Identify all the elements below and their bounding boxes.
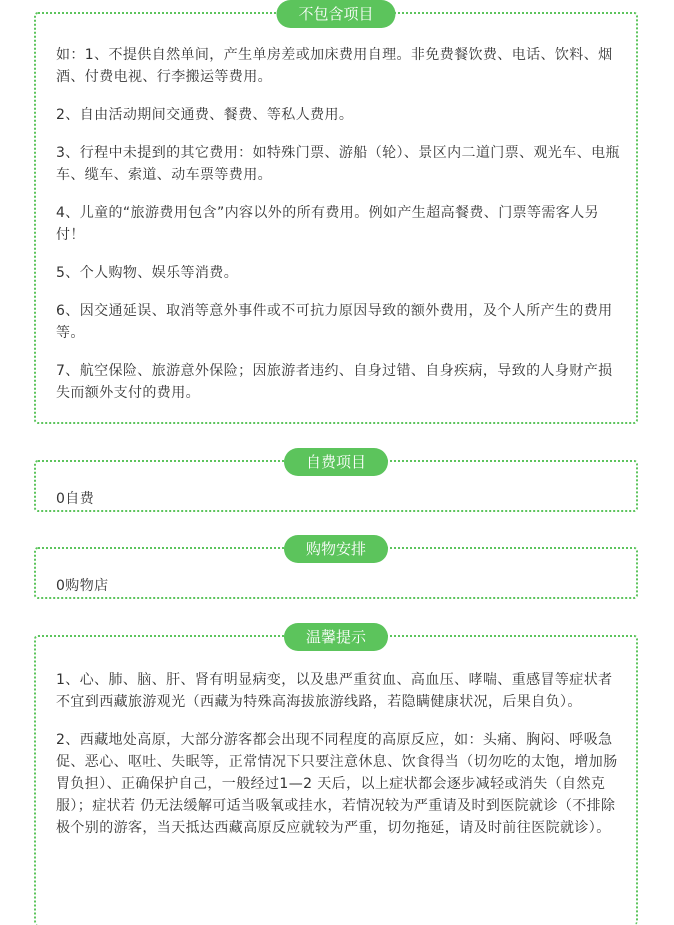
section-excluded-items (34, 5, 638, 424)
section-title-travel-tips: 温馨提示 (284, 623, 388, 651)
section-travel-tips (34, 628, 638, 925)
section-body-excluded-items (56, 44, 622, 420)
travel-tip-1: 1、心、肺、脑、肝、肾有明显病变，以及患严重贫血、高血压、哮喘、重感冒等症状者不宜到西藏旅游观光（西藏为特殊高海拔旅游线路，若隐瞒健康状况，后果自负）。 (56, 672, 613, 710)
excluded-item-7: 7、航空保险、旅游意外保险；因旅游者违约、自身过错、自身疾病，导致的人身财产损失而额外支付的费用。 (56, 363, 613, 401)
section-title-shopping-arrangements: 购物安排 (284, 535, 388, 563)
section-title-excluded-items: 不包含项目 (276, 0, 395, 28)
section-title-self-paid-items: 自费项目 (284, 448, 388, 476)
shopping-text: 0购物店 (56, 578, 109, 594)
excluded-item-1: 如：1、不提供自然单间，产生单房差或加床费用自理。非免费餐饮费、电话、饮料、烟酒、付费电视、行李搬运等费用。 (56, 47, 613, 85)
section-self-paid-items (34, 453, 638, 512)
travel-tip-2: 2、西藏地处高原，大部分游客都会出现不同程度的高原反应，如：头痛、胸闷、呼吸急促、恶心、呕吐、失眠等，正常情况下只要注意休息、饮食得当（切勿吃的太饱，增加肠胃负担）、正确保护自己，一般经过1—2 天后，以上症状都会逐步减轻或消失（自然克服）；症状若 仍无法缓解可适当吸氧或挂水，若情况较为严重请及时到医院就诊（不排除极个别的游客，当天抵达西藏高原反应就较为严重，切勿拖延，请及时前往医院就诊）。 (56, 732, 618, 836)
self-paid-text: 0自费 (56, 491, 95, 507)
section-body-travel-tips (56, 669, 622, 855)
section-body-shopping-arrangements (56, 575, 622, 597)
excluded-item-3: 3、行程中未提到的其它费用：如特殊门票、游船（轮）、景区内二道门票、观光车、电瓶车、缆车、索道、动车票等费用。 (56, 145, 620, 183)
section-shopping-arrangements (34, 540, 638, 599)
excluded-item-4: 4、儿童的“旅游费用包含”内容以外的所有费用。例如产生超高餐费、门票等需客人另付！ (56, 205, 600, 243)
excluded-item-5: 5、个人购物、娱乐等消费。 (56, 265, 239, 281)
excluded-item-6: 6、因交通延误、取消等意外事件或不可抗力原因导致的额外费用，及个人所产生的费用等。 (56, 303, 613, 341)
excluded-item-2: 2、自由活动期间交通费、餐费、等私人费用。 (56, 107, 354, 123)
section-body-self-paid-items (56, 488, 622, 510)
